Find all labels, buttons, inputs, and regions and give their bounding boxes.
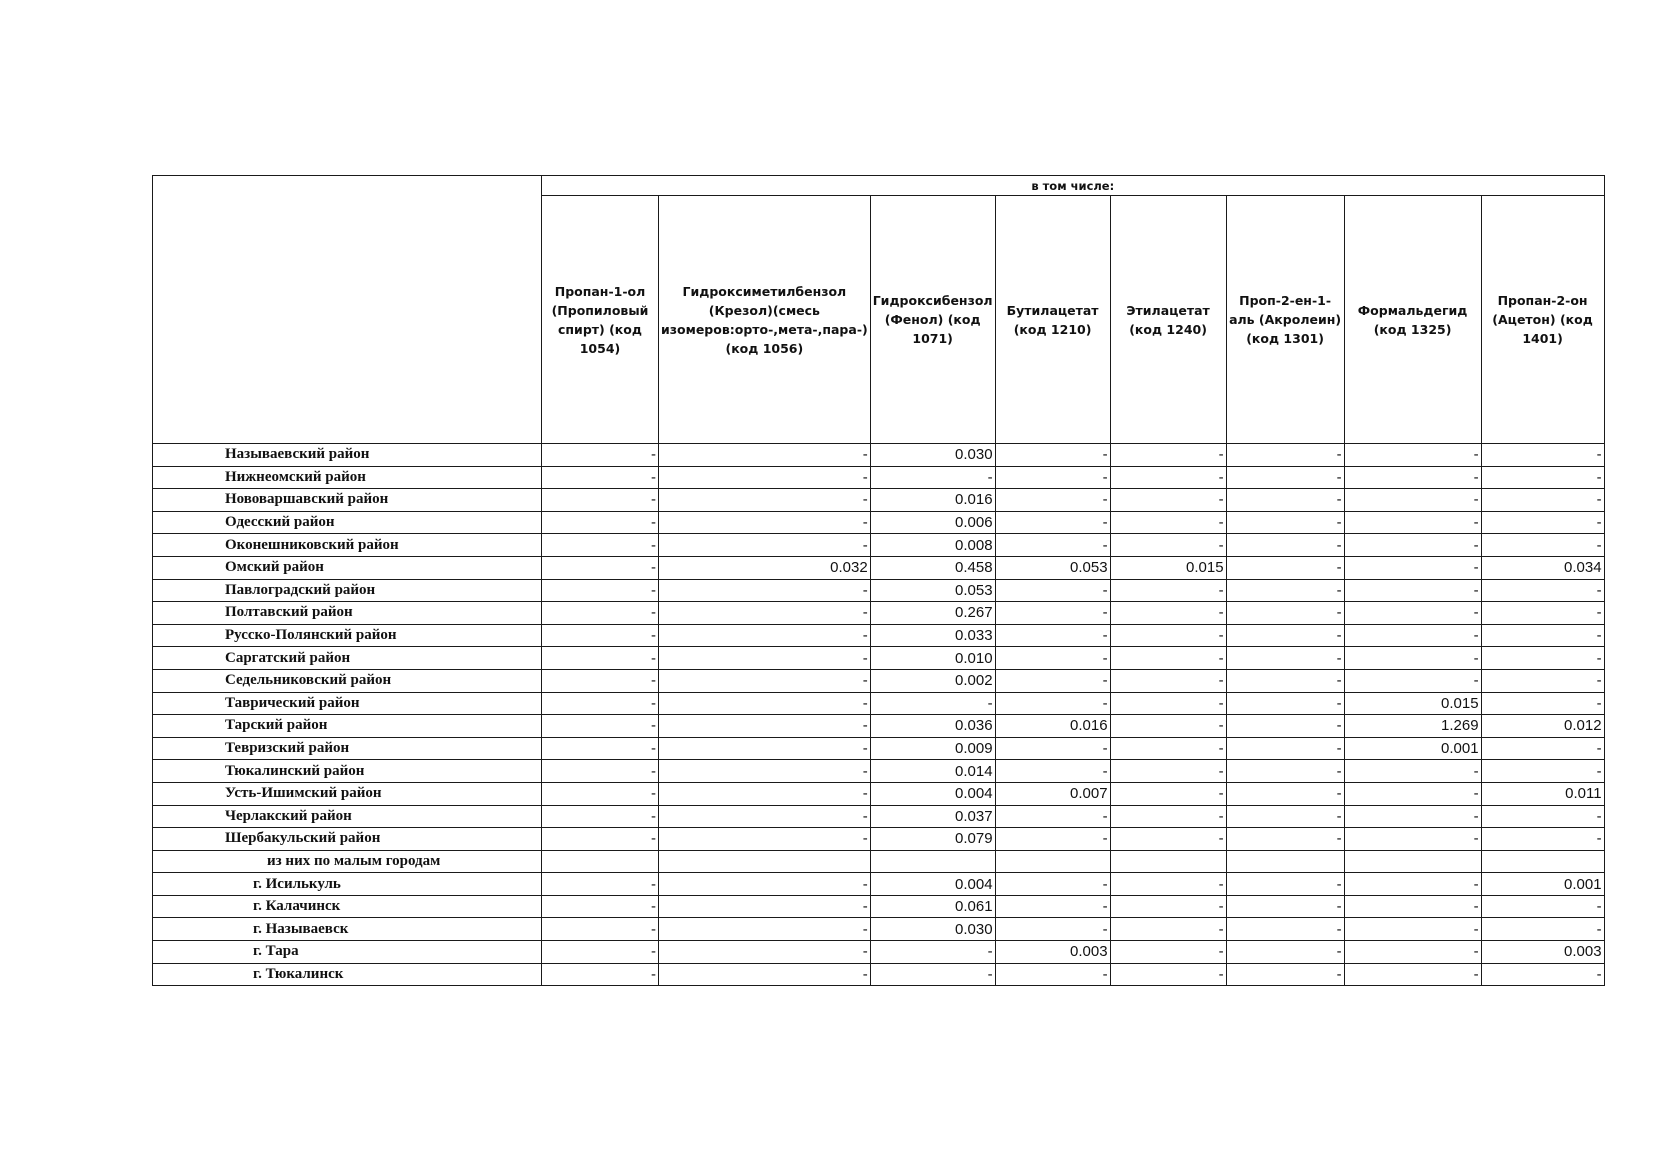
value-cell: - xyxy=(659,805,871,828)
value-cell: - xyxy=(659,624,871,647)
value-cell: - xyxy=(542,534,659,557)
value-cell: - xyxy=(542,963,659,986)
value-cell: - xyxy=(870,963,995,986)
value-cell: - xyxy=(542,895,659,918)
table-row xyxy=(153,828,1605,851)
value-cell: - xyxy=(1226,444,1344,467)
value-cell: 0.016 xyxy=(870,489,995,512)
value-cell: - xyxy=(1481,760,1604,783)
value-cell: - xyxy=(995,602,1110,625)
value-cell: - xyxy=(659,444,871,467)
district-name: Оконешниковский район xyxy=(153,534,542,557)
district-name: Нижнеомский район xyxy=(153,466,542,489)
table-row xyxy=(153,579,1605,602)
value-cell: 0.008 xyxy=(870,534,995,557)
value-cell: - xyxy=(1226,760,1344,783)
group-header: в том числе: xyxy=(542,176,1605,196)
value-cell: - xyxy=(1481,669,1604,692)
value-cell: - xyxy=(1481,602,1604,625)
value-cell: 0.011 xyxy=(1481,782,1604,805)
value-cell: - xyxy=(1344,760,1481,783)
value-cell: - xyxy=(659,737,871,760)
value-cell: - xyxy=(1226,624,1344,647)
value-cell: 0.002 xyxy=(870,669,995,692)
subheading-label: из них по малым городам xyxy=(153,850,542,873)
value-cell: 0.267 xyxy=(870,602,995,625)
value-cell: - xyxy=(542,556,659,579)
value-cell: 0.030 xyxy=(870,918,995,941)
value-cell: - xyxy=(1344,782,1481,805)
value-cell: - xyxy=(542,647,659,670)
value-cell: 0.033 xyxy=(870,624,995,647)
value-cell: 0.004 xyxy=(870,873,995,896)
table-row xyxy=(153,534,1605,557)
value-cell: 0.016 xyxy=(995,715,1110,738)
value-cell: - xyxy=(1226,963,1344,986)
table-row xyxy=(153,466,1605,489)
value-cell: - xyxy=(1110,828,1226,851)
table-row xyxy=(153,715,1605,738)
district-name: Усть-Ишимский район xyxy=(153,782,542,805)
value-cell: - xyxy=(995,489,1110,512)
value-cell: - xyxy=(1110,511,1226,534)
value-cell: - xyxy=(1481,895,1604,918)
value-cell xyxy=(659,850,871,873)
value-cell: - xyxy=(1226,715,1344,738)
column-header-butyl-acetate: Бутилацетат (код 1210) xyxy=(995,196,1110,444)
table-row xyxy=(153,737,1605,760)
value-cell: - xyxy=(1344,511,1481,534)
value-cell: - xyxy=(1344,647,1481,670)
district-name: Нововаршавский район xyxy=(153,489,542,512)
value-cell: - xyxy=(659,715,871,738)
value-cell: - xyxy=(1481,963,1604,986)
value-cell: - xyxy=(1110,737,1226,760)
column-header-acrolein: Проп-2-ен-1-аль (Акролеин) (код 1301) xyxy=(1226,196,1344,444)
value-cell: - xyxy=(1110,715,1226,738)
value-cell xyxy=(1481,850,1604,873)
value-cell: - xyxy=(542,828,659,851)
value-cell: - xyxy=(1110,895,1226,918)
district-name: Тевризский район xyxy=(153,737,542,760)
value-cell: 0.006 xyxy=(870,511,995,534)
value-cell: - xyxy=(1110,918,1226,941)
district-name: г. Тюкалинск xyxy=(153,963,542,986)
table-body xyxy=(153,444,1605,986)
value-cell: - xyxy=(1110,579,1226,602)
value-cell: 0.007 xyxy=(995,782,1110,805)
table-row xyxy=(153,760,1605,783)
value-cell: - xyxy=(1110,669,1226,692)
value-cell xyxy=(870,850,995,873)
value-cell: - xyxy=(1226,692,1344,715)
district-name: Саргатский район xyxy=(153,647,542,670)
value-cell: - xyxy=(1344,556,1481,579)
value-cell: 1.269 xyxy=(1344,715,1481,738)
value-cell: - xyxy=(659,647,871,670)
value-cell: 0.053 xyxy=(995,556,1110,579)
value-cell xyxy=(1110,850,1226,873)
value-cell: - xyxy=(542,466,659,489)
value-cell: - xyxy=(1110,624,1226,647)
value-cell: - xyxy=(1226,737,1344,760)
value-cell: - xyxy=(995,760,1110,783)
value-cell: - xyxy=(1481,624,1604,647)
value-cell: - xyxy=(659,760,871,783)
value-cell: - xyxy=(995,669,1110,692)
value-cell xyxy=(542,850,659,873)
value-cell: 0.034 xyxy=(1481,556,1604,579)
value-cell: - xyxy=(1344,489,1481,512)
value-cell: - xyxy=(1110,941,1226,964)
district-name: Называевский район xyxy=(153,444,542,467)
value-cell: - xyxy=(542,444,659,467)
value-cell: - xyxy=(1226,556,1344,579)
value-cell: - xyxy=(1344,534,1481,557)
value-cell: - xyxy=(1481,737,1604,760)
value-cell: - xyxy=(1110,963,1226,986)
district-name: г. Калачинск xyxy=(153,895,542,918)
value-cell: - xyxy=(1110,466,1226,489)
value-cell: - xyxy=(542,715,659,738)
district-name: Полтавский район xyxy=(153,602,542,625)
district-name: Русско-Полянский район xyxy=(153,624,542,647)
value-cell: - xyxy=(1110,602,1226,625)
column-header-phenol: Гидроксибензол (Фенол) (код 1071) xyxy=(870,196,995,444)
value-cell: - xyxy=(1226,579,1344,602)
value-cell: - xyxy=(995,963,1110,986)
table-row xyxy=(153,963,1605,986)
value-cell: 0.010 xyxy=(870,647,995,670)
value-cell: - xyxy=(659,692,871,715)
value-cell: - xyxy=(1481,918,1604,941)
value-cell: - xyxy=(542,624,659,647)
table-row xyxy=(153,511,1605,534)
value-cell: 0.036 xyxy=(870,715,995,738)
value-cell: - xyxy=(1344,895,1481,918)
value-cell: - xyxy=(542,737,659,760)
table-row xyxy=(153,489,1605,512)
value-cell: - xyxy=(1344,579,1481,602)
value-cell: - xyxy=(1110,760,1226,783)
value-cell: - xyxy=(659,895,871,918)
value-cell: - xyxy=(995,895,1110,918)
value-cell: - xyxy=(995,828,1110,851)
value-cell: - xyxy=(542,489,659,512)
table-row xyxy=(153,782,1605,805)
district-name: Таврический район xyxy=(153,692,542,715)
value-cell: 0.061 xyxy=(870,895,995,918)
value-cell: - xyxy=(1226,489,1344,512)
value-cell: 0.053 xyxy=(870,579,995,602)
value-cell: 0.458 xyxy=(870,556,995,579)
value-cell: - xyxy=(1481,489,1604,512)
table-row xyxy=(153,918,1605,941)
district-name: г. Тара xyxy=(153,941,542,964)
value-cell: - xyxy=(1344,963,1481,986)
district-name: Павлоградский район xyxy=(153,579,542,602)
value-cell: - xyxy=(659,782,871,805)
value-cell: - xyxy=(1481,579,1604,602)
value-cell: - xyxy=(1110,805,1226,828)
value-cell: - xyxy=(1481,444,1604,467)
value-cell: - xyxy=(995,647,1110,670)
value-cell: - xyxy=(542,602,659,625)
value-cell: - xyxy=(995,444,1110,467)
value-cell: - xyxy=(1344,624,1481,647)
value-cell xyxy=(995,850,1110,873)
value-cell: - xyxy=(1344,805,1481,828)
value-cell: - xyxy=(1344,941,1481,964)
value-cell: - xyxy=(542,941,659,964)
value-cell: - xyxy=(659,963,871,986)
value-cell: 0.012 xyxy=(1481,715,1604,738)
table-row xyxy=(153,669,1605,692)
table-row xyxy=(153,444,1605,467)
value-cell: - xyxy=(659,602,871,625)
value-cell: - xyxy=(542,511,659,534)
district-name: Омский район xyxy=(153,556,542,579)
table-row xyxy=(153,647,1605,670)
value-cell: - xyxy=(995,534,1110,557)
district-name: Шербакульский район xyxy=(153,828,542,851)
value-cell: - xyxy=(995,692,1110,715)
value-cell: - xyxy=(1110,782,1226,805)
value-cell: - xyxy=(1110,489,1226,512)
value-cell: - xyxy=(659,941,871,964)
value-cell: - xyxy=(1226,647,1344,670)
value-cell: - xyxy=(542,873,659,896)
value-cell: - xyxy=(1226,918,1344,941)
table-row xyxy=(153,556,1605,579)
table-row xyxy=(153,692,1605,715)
value-cell: - xyxy=(1110,692,1226,715)
column-header-cresol: Гидроксиметилбензол (Крезол)(смесь изомеров:орто-,мета-,пара-) (код 1056) xyxy=(659,196,871,444)
value-cell: - xyxy=(995,873,1110,896)
value-cell: - xyxy=(1481,692,1604,715)
district-name: Одесский район xyxy=(153,511,542,534)
value-cell: - xyxy=(995,579,1110,602)
value-cell: - xyxy=(1226,602,1344,625)
district-name: Седельниковский район xyxy=(153,669,542,692)
value-cell: - xyxy=(995,511,1110,534)
value-cell: 0.009 xyxy=(870,737,995,760)
value-cell: - xyxy=(542,782,659,805)
value-cell: - xyxy=(659,489,871,512)
value-cell: - xyxy=(659,466,871,489)
value-cell: - xyxy=(1481,466,1604,489)
value-cell: - xyxy=(659,669,871,692)
value-cell: 0.003 xyxy=(995,941,1110,964)
table-row xyxy=(153,941,1605,964)
value-cell: - xyxy=(659,873,871,896)
value-cell: - xyxy=(1226,805,1344,828)
value-cell: 0.004 xyxy=(870,782,995,805)
table-row xyxy=(153,895,1605,918)
column-header-formaldehyde: Формальдегид (код 1325) xyxy=(1344,196,1481,444)
value-cell: 0.001 xyxy=(1344,737,1481,760)
value-cell: - xyxy=(542,692,659,715)
value-cell: - xyxy=(659,534,871,557)
district-name: г. Исилькуль xyxy=(153,873,542,896)
district-name: Тарский район xyxy=(153,715,542,738)
value-cell: - xyxy=(870,466,995,489)
value-cell: - xyxy=(1110,647,1226,670)
value-cell: - xyxy=(1226,466,1344,489)
value-cell: - xyxy=(995,624,1110,647)
value-cell: - xyxy=(1481,805,1604,828)
district-name: г. Называевск xyxy=(153,918,542,941)
value-cell: - xyxy=(1481,511,1604,534)
value-cell: - xyxy=(542,669,659,692)
value-cell: - xyxy=(1481,534,1604,557)
value-cell: - xyxy=(1110,534,1226,557)
value-cell: - xyxy=(542,805,659,828)
value-cell: - xyxy=(995,805,1110,828)
value-cell: 0.003 xyxy=(1481,941,1604,964)
value-cell: 0.014 xyxy=(870,760,995,783)
value-cell xyxy=(1226,850,1344,873)
value-cell: - xyxy=(1226,669,1344,692)
value-cell: - xyxy=(870,692,995,715)
value-cell: 0.037 xyxy=(870,805,995,828)
value-cell: - xyxy=(1110,444,1226,467)
value-cell: - xyxy=(659,918,871,941)
value-cell: - xyxy=(542,918,659,941)
value-cell: - xyxy=(1226,511,1344,534)
table-row xyxy=(153,624,1605,647)
value-cell: - xyxy=(1226,782,1344,805)
value-cell: - xyxy=(1226,534,1344,557)
value-cell: - xyxy=(1344,873,1481,896)
value-cell: - xyxy=(1226,828,1344,851)
value-cell: - xyxy=(1344,466,1481,489)
district-name: Черлакский район xyxy=(153,805,542,828)
value-cell: - xyxy=(1481,647,1604,670)
value-cell: - xyxy=(659,828,871,851)
row-label-header xyxy=(153,176,542,444)
column-header-acetone: Пропан-2-он (Ацетон) (код 1401) xyxy=(1481,196,1604,444)
value-cell: 0.001 xyxy=(1481,873,1604,896)
value-cell: - xyxy=(659,579,871,602)
value-cell: 0.015 xyxy=(1110,556,1226,579)
value-cell: - xyxy=(1344,918,1481,941)
value-cell: - xyxy=(1344,444,1481,467)
value-cell: - xyxy=(1481,828,1604,851)
column-header-ethyl-acetate: Этилацетат (код 1240) xyxy=(1110,196,1226,444)
district-name: Тюкалинский район xyxy=(153,760,542,783)
table-row xyxy=(153,805,1605,828)
value-cell: - xyxy=(542,760,659,783)
column-header-propanol: Пропан-1-ол (Пропиловый спирт) (код 1054) xyxy=(542,196,659,444)
value-cell: - xyxy=(870,941,995,964)
value-cell: - xyxy=(1226,873,1344,896)
value-cell: - xyxy=(1110,873,1226,896)
emissions-table xyxy=(152,175,1605,986)
value-cell: - xyxy=(995,466,1110,489)
value-cell: - xyxy=(1226,941,1344,964)
value-cell: - xyxy=(659,511,871,534)
value-cell: - xyxy=(542,579,659,602)
value-cell: - xyxy=(995,737,1110,760)
value-cell: - xyxy=(1344,602,1481,625)
value-cell: 0.032 xyxy=(659,556,871,579)
value-cell xyxy=(1344,850,1481,873)
value-cell: 0.079 xyxy=(870,828,995,851)
table-subheading-row xyxy=(153,850,1605,873)
value-cell: 0.030 xyxy=(870,444,995,467)
table-row xyxy=(153,873,1605,896)
value-cell: - xyxy=(1344,669,1481,692)
value-cell: 0.015 xyxy=(1344,692,1481,715)
table-row xyxy=(153,602,1605,625)
value-cell: - xyxy=(1226,895,1344,918)
value-cell: - xyxy=(995,918,1110,941)
value-cell: - xyxy=(1344,828,1481,851)
